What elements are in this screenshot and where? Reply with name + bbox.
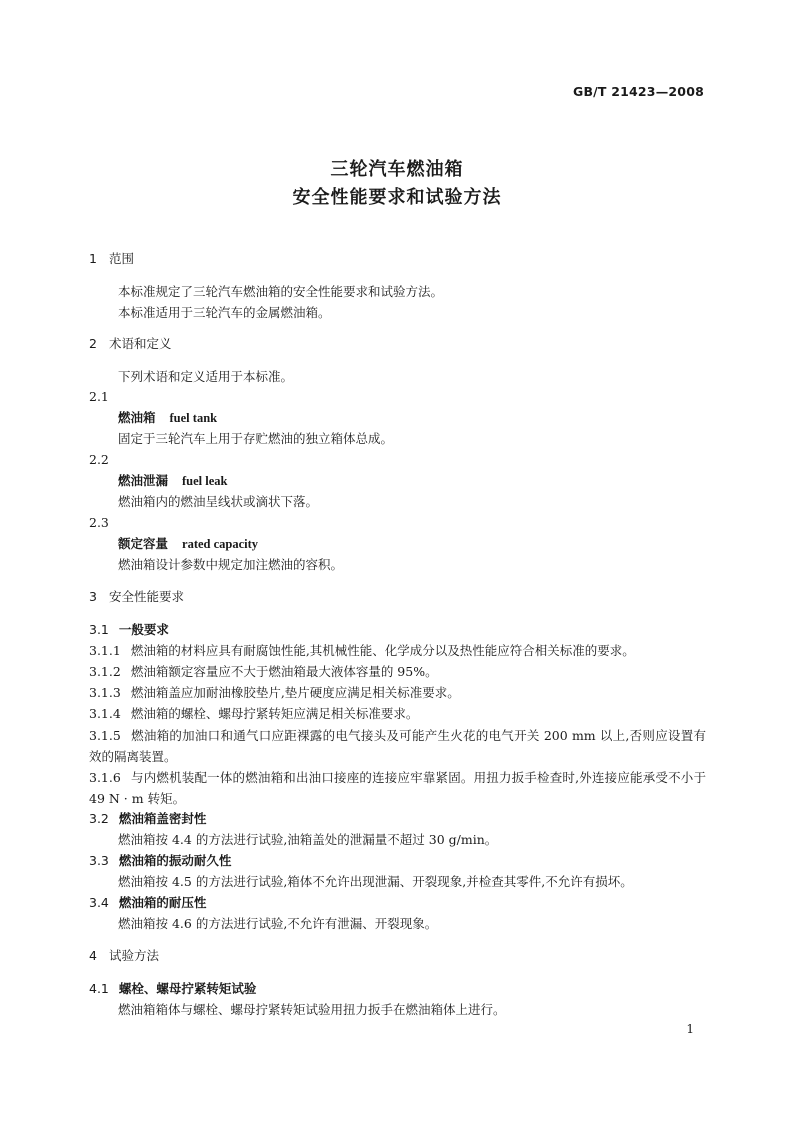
- document-title-line1: 三轮汽车燃油箱: [330, 159, 464, 180]
- clause-3-1-4: [89, 704, 706, 724]
- subsection-title: 螺栓、螺母拧紧转矩试验: [118, 981, 257, 996]
- term-number: 2.2: [89, 452, 109, 467]
- clause-text: 燃油箱的螺栓、螺母拧紧转矩应满足相关标准要求。: [130, 706, 419, 721]
- term-number: 2.1: [89, 389, 109, 404]
- subsection-title: 一般要求: [118, 622, 169, 637]
- paragraph: 燃油箱箱体与螺栓、螺母拧紧转矩试验用扭力扳手在燃油箱体上进行。: [118, 1002, 506, 1017]
- subsection-number: 3.4: [89, 895, 109, 910]
- section-2-heading: [89, 334, 706, 354]
- clause-text: 燃油箱的加油口和通气口应距裸露的电气接头及可能产生火花的电气开关 200 mm 以上,否则应设置有效的隔离装置。: [89, 728, 706, 764]
- subsection-3-2-heading: [89, 809, 706, 829]
- subsection-number: 3.1: [89, 622, 109, 637]
- clause-number: 3.1.2: [89, 664, 121, 679]
- section-3-heading: [89, 587, 706, 607]
- clause-3-1-6: [89, 767, 706, 809]
- subsection-title: 燃油箱的耐压性: [118, 895, 207, 910]
- paragraph: 本标准适用于三轮汽车的金属燃油箱。: [118, 305, 331, 320]
- term-english: rated capacity: [182, 537, 259, 551]
- paragraph: 燃油箱按 4.6 的方法进行试验,不允许有泄漏、开裂现象。: [118, 916, 438, 931]
- clause-number: 3.1.5: [89, 728, 121, 743]
- term-english: fuel leak: [182, 474, 228, 488]
- term-entry: [118, 471, 706, 491]
- subsection-3-3-heading: [89, 851, 706, 871]
- section-title: 范围: [108, 251, 134, 266]
- subsection-3-1-heading: [89, 620, 706, 640]
- section-number: 1: [89, 251, 97, 266]
- term-chinese: 额定容量: [118, 536, 169, 551]
- subsection-number: 3.3: [89, 853, 109, 868]
- clause-number: 3.1.4: [89, 706, 121, 721]
- clause-text: 燃油箱额定容量应不大于燃油箱最大液体容量的 95%。: [130, 664, 438, 679]
- paragraph: 本标准规定了三轮汽车燃油箱的安全性能要求和试验方法。: [118, 284, 444, 299]
- clause-3-1-3: [89, 683, 706, 703]
- document-title-line2: 安全性能要求和试验方法: [292, 187, 502, 208]
- term-chinese: 燃油箱: [118, 410, 156, 425]
- subsection-number: 4.1: [89, 981, 109, 996]
- subsection-3-4-heading: [89, 893, 706, 913]
- term-entry: [118, 534, 706, 554]
- paragraph: 燃油箱按 4.4 的方法进行试验,油箱盖处的泄漏量不超过 30 g/min。: [118, 832, 498, 847]
- subsection-number: 3.2: [89, 811, 109, 826]
- clause-text: 与内燃机装配一体的燃油箱和出油口接座的连接应牢靠紧固。用扭力扳手检查时,外连接应能承受不小于 49 N · m 转矩。: [89, 770, 706, 806]
- clause-number: 3.1.3: [89, 685, 121, 700]
- subsection-4-1-heading: [89, 979, 706, 999]
- paragraph: 燃油箱按 4.5 的方法进行试验,箱体不允许出现泄漏、开裂现象,并检查其零件,不允许有损坏。: [118, 874, 633, 889]
- section-title: 试验方法: [108, 948, 159, 963]
- paragraph: 下列术语和定义适用于本标准。: [118, 369, 294, 384]
- section-number: 2: [89, 336, 97, 351]
- clause-number: 3.1.1: [89, 643, 121, 658]
- section-4-heading: [89, 946, 706, 966]
- page-number: 1: [686, 1022, 694, 1036]
- subsection-title: 燃油箱盖密封性: [118, 811, 207, 826]
- term-definition: 燃油箱内的燃油呈线状或滴状下落。: [118, 494, 319, 509]
- subsection-title: 燃油箱的振动耐久性: [118, 853, 232, 868]
- term-english: fuel tank: [169, 411, 218, 425]
- term-entry: [118, 408, 706, 428]
- section-number: 4: [89, 948, 97, 963]
- clause-3-1-5: [89, 725, 706, 767]
- section-title: 安全性能要求: [108, 589, 184, 604]
- standard-code: GB/T 21423—2008: [572, 84, 704, 99]
- clause-text: 燃油箱盖应加耐油橡胶垫片,垫片硬度应满足相关标准要求。: [130, 685, 460, 700]
- term-definition: 固定于三轮汽车上用于存贮燃油的独立箱体总成。: [118, 431, 394, 446]
- clause-3-1-2: [89, 662, 706, 682]
- section-title: 术语和定义: [108, 336, 172, 351]
- term-definition: 燃油箱设计参数中规定加注燃油的容积。: [118, 557, 344, 572]
- section-number: 3: [89, 589, 97, 604]
- clause-3-1-1: [89, 641, 706, 661]
- section-1-heading: [89, 249, 706, 269]
- clause-text: 燃油箱的材料应具有耐腐蚀性能,其机械性能、化学成分以及热性能应符合相关标准的要求。: [130, 643, 635, 658]
- term-chinese: 燃油泄漏: [118, 473, 169, 488]
- clause-number: 3.1.6: [89, 770, 121, 785]
- term-number: 2.3: [89, 515, 109, 530]
